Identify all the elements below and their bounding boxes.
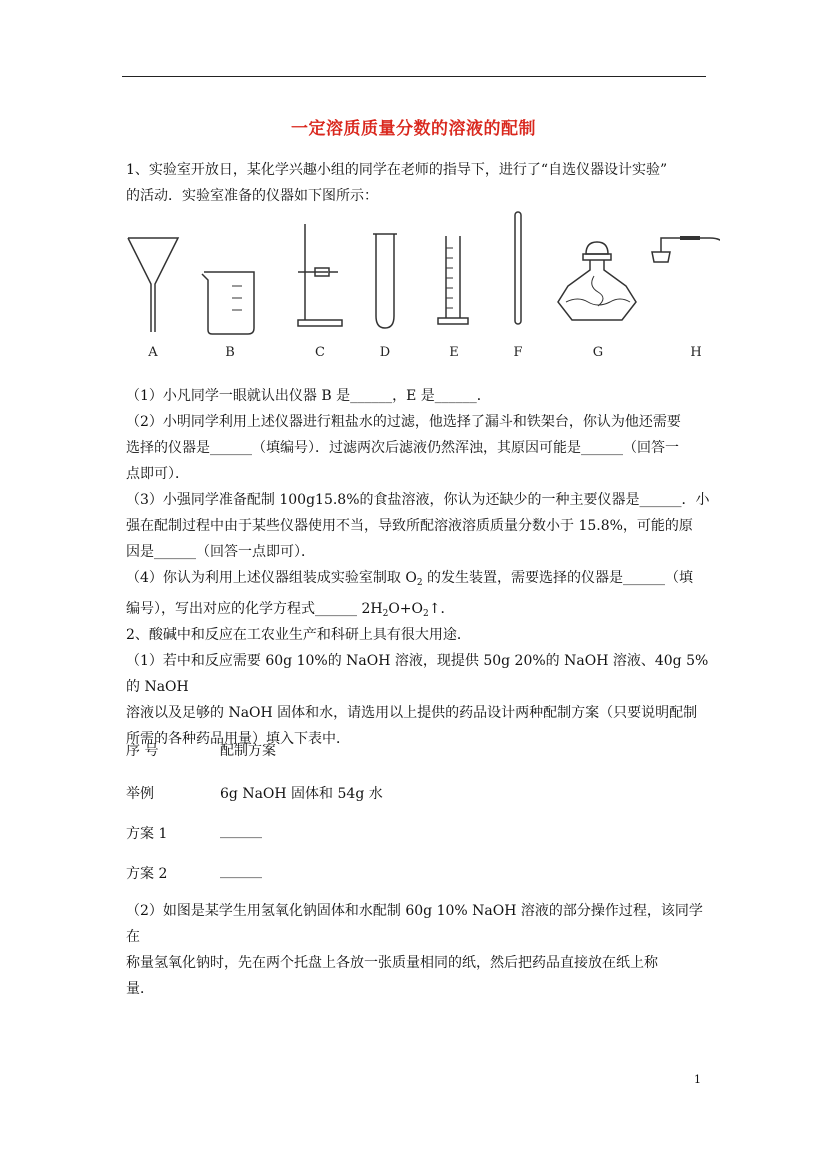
table-cell-no: 方案 2 bbox=[126, 866, 168, 882]
q2-part2-line3: 量． bbox=[126, 981, 154, 997]
table-cell-plan: ______ bbox=[220, 823, 262, 839]
q2-intro: 2、酸碱中和反应在工农业生产和科研上具有很大用途． bbox=[126, 627, 471, 643]
q1-intro-line1: 1、实验室开放日，某化学兴趣小组的同学在老师的指导下，进行了“自选仪器设计实验” bbox=[126, 162, 668, 178]
label-a: A bbox=[148, 345, 158, 360]
q1-part4-line1: （4）你认为利用上述仪器组装成实验室制取 $O_2$ 的发生装置，需要选择的仪器是______（填 bbox=[126, 570, 694, 588]
label-c: C bbox=[315, 345, 325, 360]
q1-part1: （1）小凡同学一眼就认出仪器 B 是______，E 是______． bbox=[126, 388, 491, 404]
q1-intro-line2: 的活动．实验室准备的仪器如下图所示： bbox=[126, 188, 378, 204]
test-tube-icon bbox=[373, 234, 397, 328]
q2-part1-line3: 所需的各种药品用量）填入下表中． bbox=[126, 731, 350, 747]
table-cell-no: 序 号 bbox=[126, 743, 159, 759]
funnel-icon bbox=[128, 238, 178, 332]
delivery-tube-icon bbox=[652, 238, 720, 326]
q2-part1-line2: 溶液以及足够的 NaOH 固体和水，请选用以上提供的药品设计两种配制方案（只要说明配制 bbox=[126, 705, 698, 721]
q2-part2-line2: 称量氢氧化钠时，先在两个托盘上各放一张质量相同的纸，然后把药品直接放在纸上称 bbox=[126, 955, 658, 971]
q1-part3-line2: 强在配制过程中由于某些仪器使用不当，导致所配溶液溶质质量分数小于 15.8%，可能的原 bbox=[126, 518, 693, 534]
q1-part4-line2: 编号），写出对应的化学方程式______ $2H_2O+O_2↑$． bbox=[126, 601, 455, 619]
apparatus-labels bbox=[147, 345, 701, 360]
label-f: F bbox=[513, 345, 523, 360]
q1-part2-line2: 选择的仪器是______（填编号）．过滤两次后滤液仍然浑浊，其原因可能是______（回答一 bbox=[126, 440, 679, 456]
q2-part2-line1: （2）如图是某学生用氢氧化钠固体和水配制 60g 10% NaOH 溶液的部分操作过程，该同学在 bbox=[126, 903, 703, 945]
q1-part3-line3: 因是______（回答一点即可）． bbox=[126, 544, 315, 560]
page-number: 1 bbox=[694, 1073, 701, 1086]
table-row bbox=[126, 740, 276, 760]
label-d: D bbox=[379, 345, 391, 360]
q1-part2-line3: 点即可）． bbox=[126, 466, 189, 482]
q1-part2-line1: （2）小明同学利用上述仪器进行粗盐水的过滤，他选择了漏斗和铁架台，你认为他还需要 bbox=[126, 414, 681, 430]
table-row bbox=[126, 823, 262, 843]
graduated-cylinder-icon bbox=[438, 236, 468, 324]
table-cell-plan: ______ bbox=[220, 863, 262, 879]
table-cell-plan: 配制方案 bbox=[220, 743, 276, 759]
table-cell-plan: 6g NaOH 固体和 54g 水 bbox=[220, 786, 383, 802]
beaker-icon bbox=[202, 272, 254, 334]
label-b: B bbox=[225, 345, 235, 360]
page-title: 一定溶质质量分数的溶液的配制 bbox=[291, 119, 536, 139]
table-cell-no: 方案 1 bbox=[126, 826, 168, 842]
q1-part3-line1: （3）小强同学准备配制 100g15.8%的食盐溶液，你认为还缺少的一种主要仪器是______．小 bbox=[126, 492, 710, 508]
table-cell-no: 举例 bbox=[126, 786, 154, 802]
q2-part2 bbox=[126, 898, 712, 1002]
glass-rod-icon bbox=[515, 212, 521, 324]
q2-block bbox=[126, 622, 712, 752]
header-rule bbox=[122, 76, 706, 77]
label-e: E bbox=[449, 345, 459, 360]
q1-parts bbox=[126, 383, 712, 627]
q1-intro bbox=[126, 157, 712, 209]
apparatus-figure bbox=[120, 206, 720, 366]
iron-stand-icon bbox=[298, 224, 342, 326]
table-row bbox=[126, 863, 262, 883]
q2-part1-line1: （1）若中和反应需要 60g 10%的 NaOH 溶液，现提供 50g 20%的 NaOH 溶液、40g 5%的 NaOH bbox=[126, 653, 709, 695]
label-h: H bbox=[690, 345, 702, 360]
label-g: G bbox=[592, 345, 604, 360]
alcohol-lamp-icon bbox=[558, 242, 636, 320]
table-row bbox=[126, 783, 383, 803]
